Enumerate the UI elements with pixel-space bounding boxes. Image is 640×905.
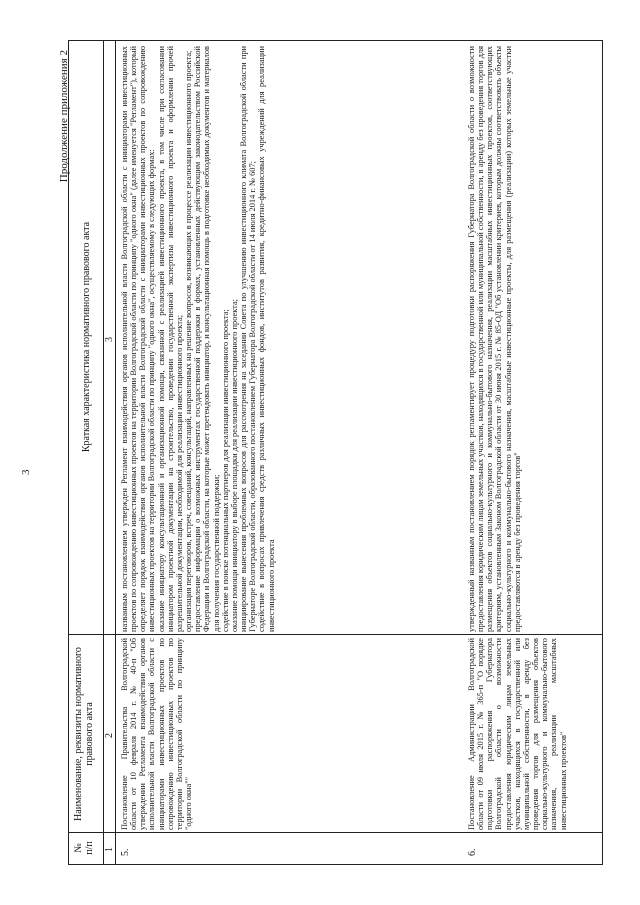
page-number: 3 (20, 469, 32, 475)
row-6-number: 6. (467, 848, 478, 856)
row-6-act-name: Постановление Администрации Волгоградской области от 09 июля 2015 г. № 365-п "О порядке подготовки распоряжения Губернатора Волгоградской области о возможности предоставления юридическим лицам земельных участков, находящихся в государственной или муниципальной собственности, в аренду без проведения торгов для размещения объектов социально-культурного и коммунально-бытового назначения, реализации масштабных инвестиционных проектов" (467, 638, 568, 830)
column-index-1: 1 (104, 847, 115, 852)
row-5-act-name: Постановление Правительства Волгоградской области от 10 февраля 2014 г. № 40-п "Об утверждении Регламента взаимодействия органов исполнительной власти Волгоградской области с инициаторами инвестиционных проектов по сопровождению инвестиционных проектов по территории Волгоградской области по принципу "одного окна"" (120, 638, 194, 830)
header-name: Наименование, реквизиты нормативного правового акта (73, 647, 95, 821)
column-index-3: 3 (104, 337, 115, 342)
row-5-act-description: названным постановлением утвержден Регламент взаимодействия органов исполнительной власти Волгоградской области с инициаторами инвестиционных проектов по сопровождению инвестиционных проектов на территории Волгоградской области по принципу "одного окна" (далее именуется "Регламент"), который определяет порядок взаимодействия органов исполнительной власти Волгоградской области с инициаторами инвестиционных проектов по сопровождению инвестиционных проектов на территории Волгоградской области по принципу "одного окна", осуществляемому в следующих формах: оказание инициатору консультационной и организационной помощи, связанной с реализацией инвестиционного проекта, в том числе при согласовании инициатором проектной документации на строительство, проведении государственной экспертизы инвестиционного проекта и оформлении прочей разрешительной документации, необходимой для реализации инвестиционного проекта; организация переговоров, встреч, совещаний, консультаций, направленных на решение вопросов, возникающих в процессе реализации инвестиционного проекта; предоставление информации о возможных инструментах государственной поддержки в формах, установленных действующим законодательством Российской Федерации и Волгоградской области, на которые может претендовать инициатор, и консультационная помощь в подготовке необходимых документов и материалов для получения государственной поддержки; содействие в поиске потенциальных партнеров для реализации инвестиционного проекта; оказание помощи инициатору в выборе площадки для реализации инвестиционного проекта; инициирование вынесения проблемных вопросов для рассмотрения на заседании Совета по улучшению инвестиционного климата Волгоградской области при Губернаторе Волгоградской области, образованного постановлением Губернатора Волгоградской области от 14 июля 2014 г. № 607; содействие в вопросах привлечения средств различных инвестиционных фондов, институтов развития, кредитно-финансовых учреждений для реализации инвестиционного проекта (120, 46, 276, 632)
header-num: № п/п (73, 841, 95, 855)
header-description: Краткая характеристика нормативного правового акта (81, 221, 92, 453)
column-divider (69, 832, 602, 833)
row-6-act-description: утвержденный названным постановлением порядок регламентирует процедуру подготовки распоряжения Губернатора Волгоградской области о возможности предоставления юридическим лицам земельных участков, находящихся в государственной или муниципальной собственности, в аренду без проведения торгов для размещения объектов социально-культурного и коммунально-бытового назначения, реализации масштабных инвестиционных проектов, соответствующих критериям, установленным Законом Волгоградской области от 30 июня 2015 г. № 85-ОД "Об установлении критериев, которым должны соответствовать объекты социально-культурного и коммунально-бытового назначения, масштабные инвестиционные проекты, для размещения (реализации) которых земельные участки предоставляются в аренду без проведения торгов" (467, 46, 522, 632)
legal-acts-table (68, 40, 603, 865)
row-5-number: 5. (120, 848, 131, 856)
index-row-divider (115, 41, 116, 864)
column-index-2: 2 (104, 733, 115, 738)
header-divider (103, 41, 104, 864)
appendix-continuation-label: Продолжение приложения 2 (58, 50, 70, 183)
column-divider (69, 634, 602, 635)
